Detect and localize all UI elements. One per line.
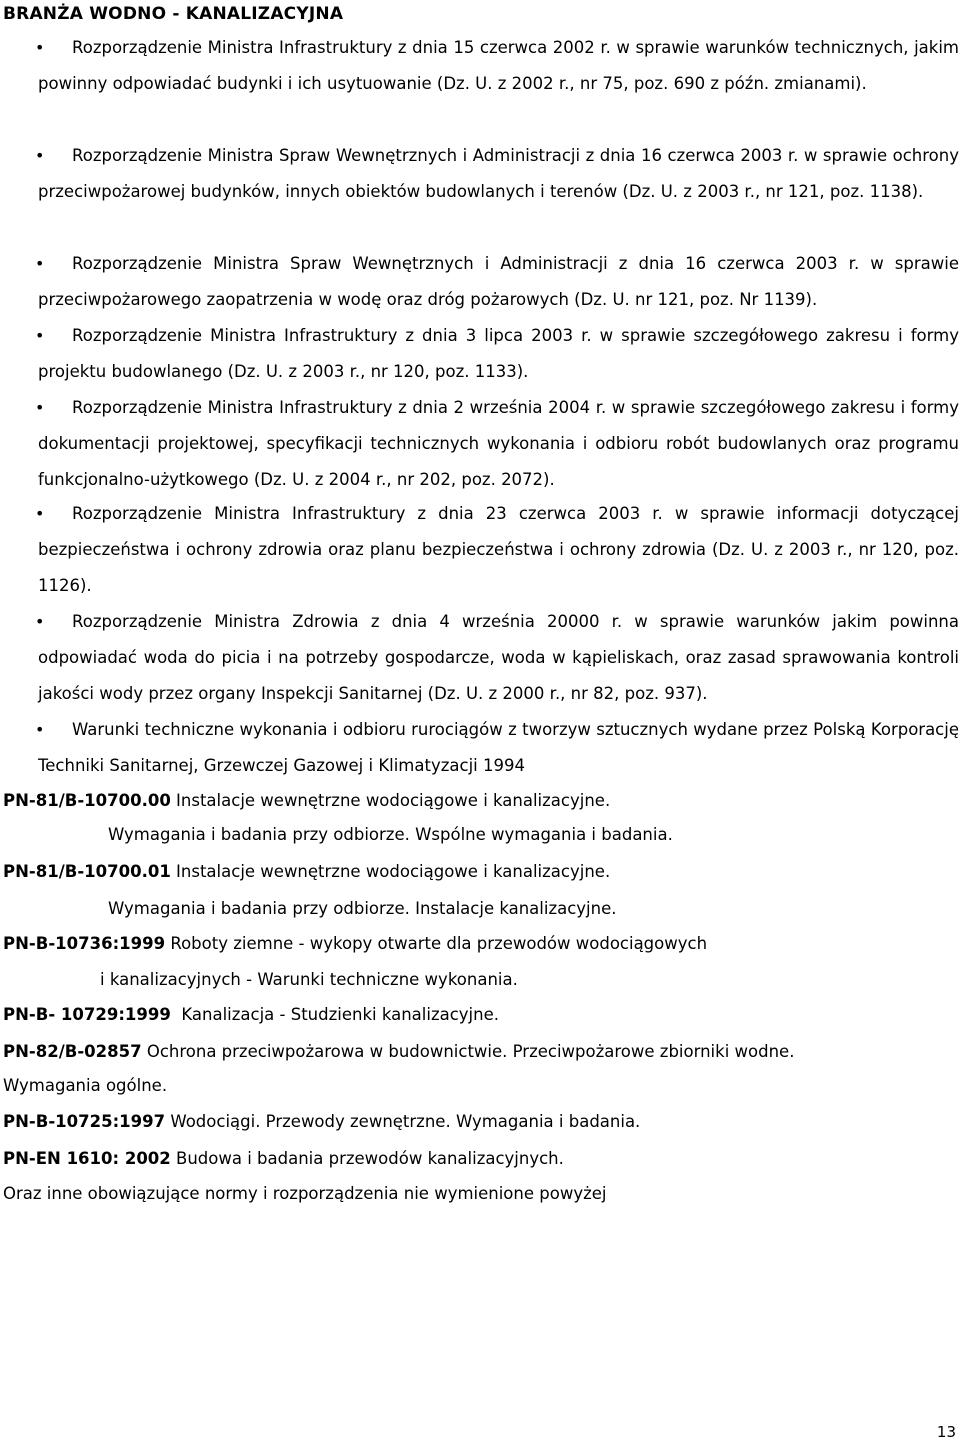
- norm-title: Wodociągi. Przewody zewnętrzne. Wymagania i badania.: [170, 1112, 641, 1131]
- norm-continuation: Wymagania i badania przy odbiorze. Wspólne wymagania i badania.: [108, 825, 673, 844]
- regulation-item: [35, 138, 959, 210]
- norm-entry: [3, 786, 958, 816]
- bullet-icon: •: [35, 504, 45, 523]
- norm-continuation: i kanalizacyjnych - Warunki techniczne wykonania.: [100, 970, 518, 989]
- regulation-item: [35, 30, 959, 102]
- norm-code: PN-82/B-02857: [3, 1042, 142, 1061]
- norm-continuation: Wymagania i badania przy odbiorze. Instalacje kanalizacyjne.: [108, 899, 617, 918]
- regulation-text: Rozporządzenie Ministra Infrastruktury z dnia 3 lipca 2003 r. w sprawie szczegółowego zakresu i formy projektu budowlanego (Dz. U. z 2003 r., nr 120, poz. 1133).: [38, 326, 959, 381]
- norm-title: Ochrona przeciwpożarowa w budownictwie. Przeciwpożarowe zbiorniki wodne.: [146, 1042, 795, 1061]
- regulation-item: [35, 604, 959, 712]
- norm-entry: [3, 1107, 958, 1137]
- regulation-item: [35, 318, 959, 390]
- regulation-item: [35, 390, 959, 498]
- bullet-icon: •: [35, 146, 45, 165]
- regulation-text: Rozporządzenie Ministra Spraw Wewnętrznych i Administracji z dnia 16 czerwca 2003 r. w sprawie ochrony przeciwpożarowej budynków, innych obiektów budowlanych i terenów (Dz. U. z 2003 r., nr 121, poz. 1138).: [38, 146, 959, 201]
- regulation-text: Rozporządzenie Ministra Infrastruktury z dnia 2 września 2004 r. w sprawie szczegółowego zakresu i formy dokumentacji projektowej, specyfikacji technicznych wykonania i odbioru robót budowlanych oraz programu funkcjonalno-użytkowego (Dz. U. z 2004 r., nr 202, poz. 2072).: [38, 398, 959, 489]
- norm-entry: [3, 1000, 958, 1030]
- section-heading: BRANŻA WODNO - KANALIZACYJNA: [3, 4, 344, 24]
- bullet-icon: •: [35, 326, 45, 345]
- regulation-text: Rozporządzenie Ministra Infrastruktury z dnia 23 czerwca 2003 r. w sprawie informacji dotyczącej bezpieczeństwa i ochrony zdrowia oraz planu bezpieczeństwa i ochrony zdrowia (Dz. U. z 2003 r., nr 120, poz. 1126).: [38, 504, 959, 595]
- regulation-text: Rozporządzenie Ministra Infrastruktury z dnia 15 czerwca 2002 r. w sprawie warunków technicznych, jakim powinny odpowiadać budynki i ich usytuowanie (Dz. U. z 2002 r., nr 75, poz. 690 z późn. zmianami).: [38, 38, 959, 93]
- norm-title: Roboty ziemne - wykopy otwarte dla przewodów wodociągowych: [170, 934, 708, 953]
- norm-code: PN-B-10725:1997: [3, 1112, 166, 1131]
- regulation-text: Rozporządzenie Ministra Spraw Wewnętrznych i Administracji z dnia 16 czerwca 2003 r. w sprawie przeciwpożarowego zaopatrzenia w wodę oraz dróg pożarowych (Dz. U. nr 121, poz. Nr 1139).: [38, 254, 959, 309]
- norm-title: Kanalizacja - Studzienki kanalizacyjne.: [181, 1005, 499, 1024]
- closing-note: Oraz inne obowiązujące normy i rozporządzenia nie wymienione powyżej: [3, 1184, 607, 1203]
- regulation-text: Warunki techniczne wykonania i odbioru rurociągów z tworzyw sztucznych wydane przez Polską Korporację Techniki Sanitarnej, Grzewczej Gazowej i Klimatyzacji 1994: [38, 720, 959, 775]
- page-number: 13: [936, 1423, 956, 1441]
- bullet-icon: •: [35, 398, 45, 417]
- bullet-icon: •: [35, 38, 45, 57]
- norm-code: PN-81/B-10700.00: [3, 791, 171, 810]
- regulation-text: Rozporządzenie Ministra Zdrowia z dnia 4 września 20000 r. w sprawie warunków jakim powinna odpowiadać woda do picia i na potrzeby gospodarcze, woda w kąpieliskach, oraz zasad sprawowania kontroli jakości wody przez organy Inspekcji Sanitarnej (Dz. U. z 2000 r., nr 82, poz. 937).: [38, 612, 959, 703]
- norm-title: Budowa i badania przewodów kanalizacyjnych.: [176, 1149, 564, 1168]
- norm-entry: [3, 929, 958, 959]
- bullet-icon: •: [35, 612, 45, 631]
- norm-entry: [3, 857, 958, 887]
- norm-code: PN-81/B-10700.01: [3, 862, 171, 881]
- regulation-item: [35, 496, 959, 604]
- regulation-item: [35, 712, 959, 784]
- bullet-icon: •: [35, 720, 45, 739]
- norm-entry: [3, 1037, 958, 1067]
- norm-title: Instalacje wewnętrzne wodociągowe i kanalizacyjne.: [176, 791, 611, 810]
- norm-continuation: Wymagania ogólne.: [3, 1076, 168, 1095]
- norm-code: PN-B- 10729:1999: [3, 1005, 171, 1024]
- norm-title: Instalacje wewnętrzne wodociągowe i kanalizacyjne.: [176, 862, 611, 881]
- regulation-item: [35, 246, 959, 318]
- norm-code: PN-B-10736:1999: [3, 934, 166, 953]
- norm-code: PN-EN 1610: 2002: [3, 1149, 171, 1168]
- norm-entry: [3, 1144, 958, 1174]
- bullet-icon: •: [35, 254, 45, 273]
